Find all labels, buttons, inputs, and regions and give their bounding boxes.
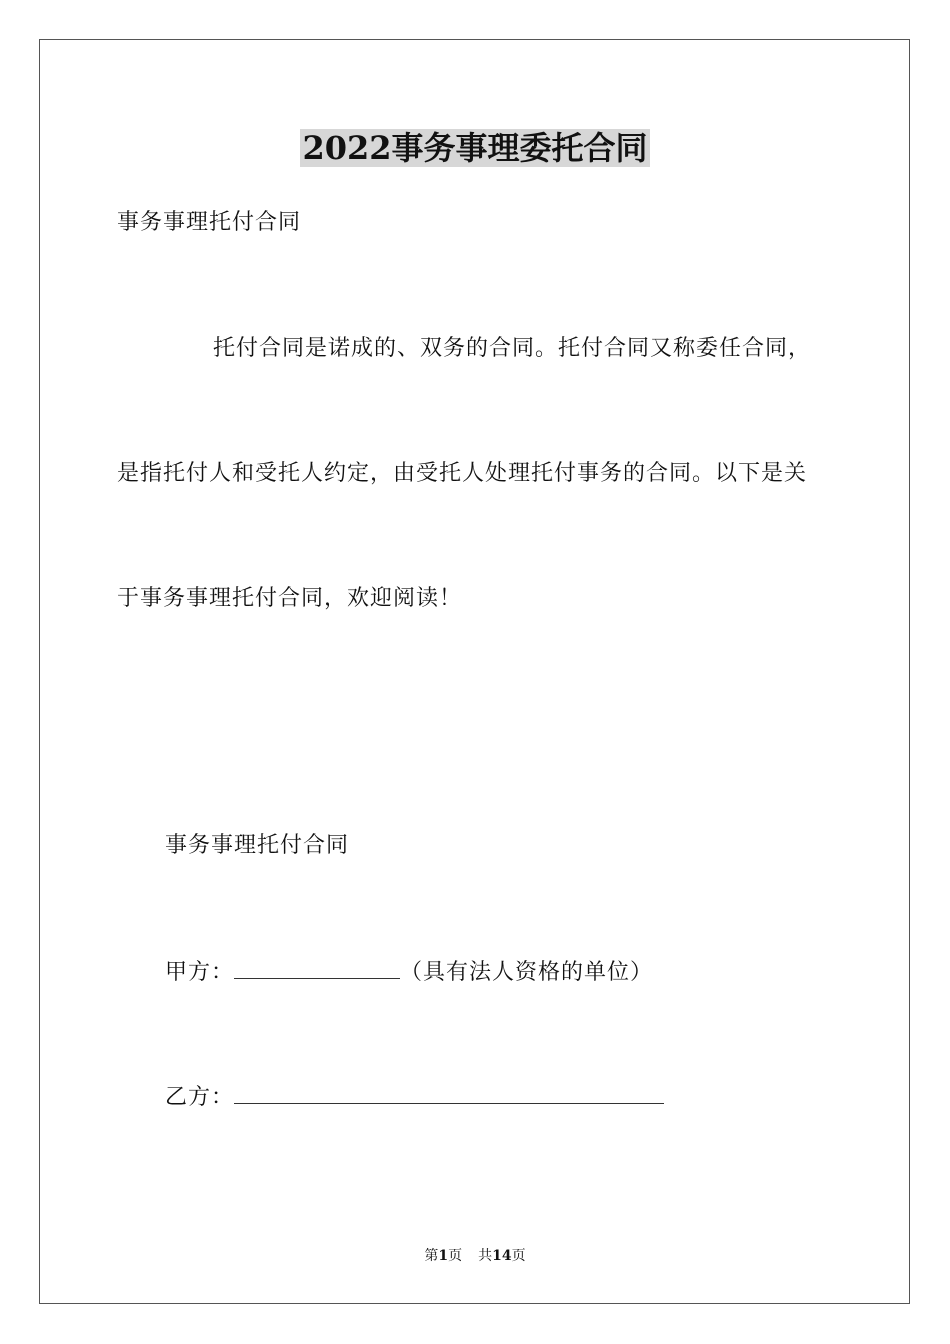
party-b-label: 乙方： <box>165 1085 235 1110</box>
footer-page-current: 1 <box>438 1248 449 1264</box>
intro-line-3: 于事务事理托付合同，欢迎阅读！ <box>117 586 463 611</box>
footer-page-prefix: 第 <box>424 1248 439 1264</box>
document-subtitle: 事务事理托付合同 <box>117 210 302 235</box>
footer-page-unit: 页 <box>448 1248 463 1264</box>
footer-total-unit: 页 <box>511 1248 526 1264</box>
document-title-text: 2022事务事理委托合同 <box>302 129 648 167</box>
party-b-row <box>165 1081 664 1113</box>
intro-line-1: 托付合同是诺成的、双务的合同。托付合同又称委任合同， <box>213 336 812 361</box>
footer-page-total: 14 <box>492 1248 512 1264</box>
party-a-blank[interactable] <box>234 956 400 979</box>
party-a-label: 甲方： <box>165 960 235 985</box>
party-a-note: （具有法人资格的单位） <box>400 960 654 985</box>
document-title <box>0 126 950 170</box>
section-title: 事务事理托付合同 <box>165 833 350 858</box>
page-footer <box>0 1246 950 1266</box>
party-a-row <box>165 956 653 988</box>
party-b-blank[interactable] <box>234 1081 664 1104</box>
intro-line-2: 是指托付人和受托人约定，由受托人处理托付事务的合同。以下是关 <box>117 461 808 486</box>
footer-total-prefix: 共 <box>478 1248 493 1264</box>
